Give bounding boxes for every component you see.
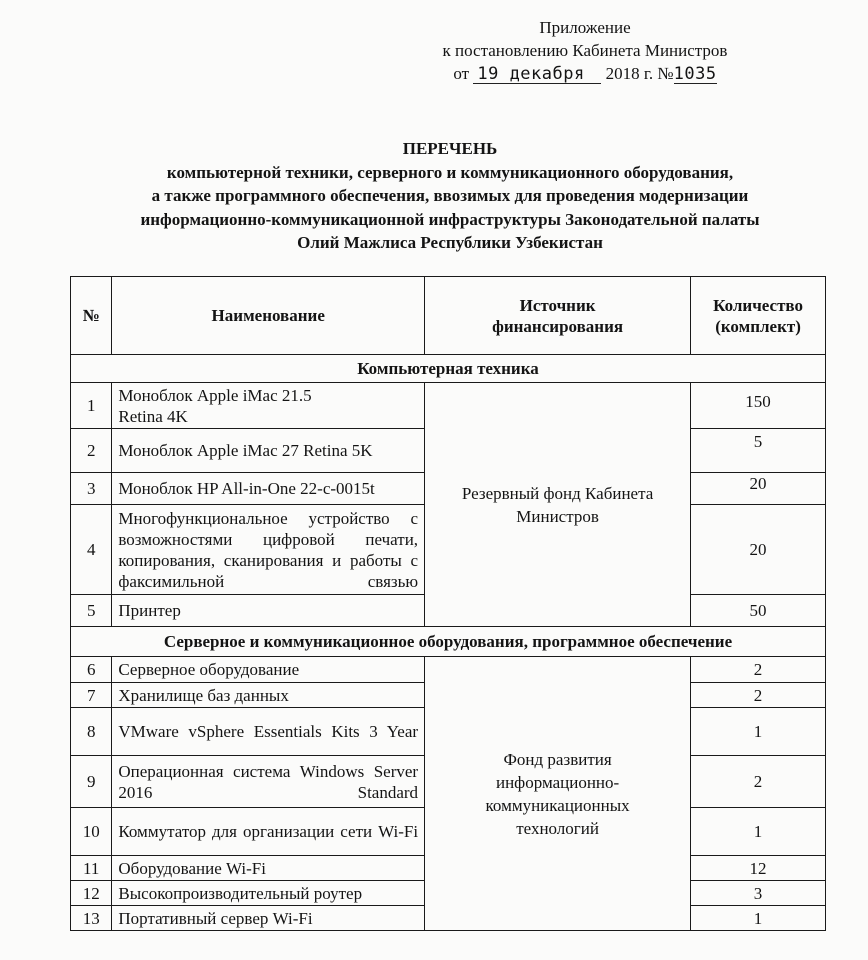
document-subtitle-line-1: компьютерной техники, серверного и коммуникационного оборудования, — [166, 162, 734, 182]
annex-title: Приложение — [539, 18, 631, 37]
document-title: ПЕРЕЧЕНЬ — [402, 139, 498, 158]
row-name: Высокопроизводительный роутер — [112, 881, 425, 906]
row-quantity: 1 — [691, 708, 826, 756]
document-heading — [40, 137, 860, 255]
row-number: 10 — [71, 808, 112, 856]
row-quantity: 2 — [691, 657, 826, 683]
row-quantity: 50 — [691, 595, 826, 627]
row-number: 12 — [71, 881, 112, 906]
row-name: Портативный сервер Wi-Fi — [112, 906, 425, 931]
row-name-text: Коммутатор для организации сети Wi-Fi — [118, 822, 419, 841]
annex-number-handwritten: 1035 — [673, 64, 717, 84]
row-quantity: 5 — [691, 429, 826, 473]
annex-resolution: к постановлению Кабинета Министров — [442, 41, 728, 60]
row-number: 5 — [71, 595, 112, 627]
row-quantity: 2 — [691, 683, 826, 708]
header-number: № — [71, 277, 112, 355]
row-number: 13 — [71, 906, 112, 931]
row-name: Серверное оборудование — [112, 657, 425, 683]
row-number: 1 — [71, 383, 112, 429]
row-name: Принтер — [112, 595, 425, 627]
row-name-text: Многофункциональное устройство с возможностями цифровой печати, копирования, сканирования и работы с факсимильной связью — [118, 508, 419, 591]
row-number: 4 — [71, 505, 112, 595]
header-quantity: Количество (комплект) — [691, 277, 826, 355]
row-name: Моноблок HP All-in-One 22-c-0015t — [112, 473, 425, 505]
document-subtitle-line-3: информационно-коммуникационной инфраструктуры Законодательной палаты — [140, 209, 760, 229]
row-quantity: 1 — [691, 906, 826, 931]
row-number: 6 — [71, 657, 112, 683]
annex-number-sign: № — [657, 64, 674, 83]
row-name: Хранилище баз данных — [112, 683, 425, 708]
row-number: 2 — [71, 429, 112, 473]
row-name — [112, 808, 425, 856]
section-row-servers — [71, 627, 826, 657]
row-name: Моноблок Apple iMac 21.5 Retina 4K — [112, 383, 425, 429]
row-quantity: 1 — [691, 808, 826, 856]
document-subtitle-line-2: а также программного обеспечения, ввозимых для проведения модернизации — [151, 186, 749, 205]
annex-date-line — [400, 62, 770, 85]
row-name — [112, 756, 425, 808]
row-quantity: 20 — [691, 505, 826, 595]
row-name: Моноблок Apple iMac 27 Retina 5K — [112, 429, 425, 473]
row-quantity: 3 — [691, 881, 826, 906]
source-text: Фонд развития информационно-коммуникационных технологий — [485, 749, 630, 838]
row-quantity: 150 — [691, 383, 826, 429]
row-number: 3 — [71, 473, 112, 505]
document-subtitle-line-4: Олий Мажлиса Республики Узбекистан — [297, 233, 603, 252]
equipment-table — [70, 276, 826, 931]
row-name-text: Операционная система Windows Server 2016 Standard — [118, 761, 419, 802]
row-quantity: 2 — [691, 756, 826, 808]
annex-date-handwritten: 19 декабря — [473, 65, 601, 84]
annex-year: 2018 г. — [605, 64, 654, 83]
row-number: 11 — [71, 856, 112, 881]
row-number: 9 — [71, 756, 112, 808]
section-row-computers — [71, 355, 826, 383]
annex-from: от — [453, 64, 470, 83]
table-header-row — [71, 277, 826, 355]
row-name: Оборудование Wi-Fi — [112, 856, 425, 881]
source-text: Резервный фонд Кабинета Министров — [461, 483, 654, 526]
source-reserve-fund — [425, 383, 691, 627]
header-source: Источник финансирования — [425, 277, 691, 355]
section-title: Серверное и коммуникационное оборудования, программное обеспечение — [71, 627, 826, 657]
row-name — [112, 708, 425, 756]
row-name-text: VMware vSphere Essentials Kits 3 Year — [118, 722, 419, 741]
row-number: 8 — [71, 708, 112, 756]
section-title: Компьютерная техника — [71, 355, 826, 383]
annex-block — [400, 16, 770, 85]
row-number: 7 — [71, 683, 112, 708]
source-ict-fund — [425, 657, 691, 931]
table-row — [71, 657, 826, 683]
table-row — [71, 383, 826, 429]
row-name — [112, 505, 425, 595]
row-quantity: 12 — [691, 856, 826, 881]
row-quantity: 20 — [691, 473, 826, 505]
header-name: Наименование — [112, 277, 425, 355]
